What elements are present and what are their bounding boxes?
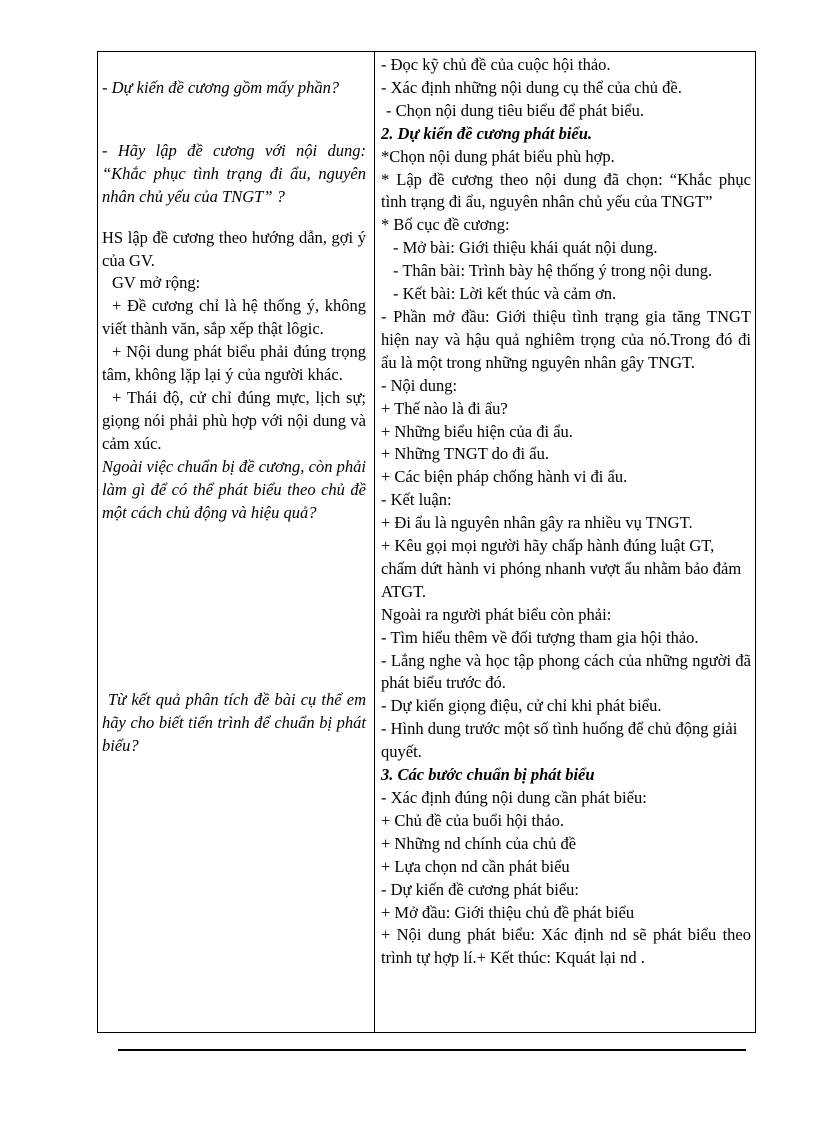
content-line: - Kết bài: Lời kết thúc và cảm ơn. (393, 284, 617, 304)
content-line: - Xác định những nội dung cụ thể của chủ đề. (381, 77, 682, 97)
content-line: - Đọc kỹ chủ đề của cuộc hội thảo. (381, 55, 611, 74)
content-line: + Mở đầu: Giới thiệu chủ đề phát biểu (381, 902, 635, 922)
content-line: + Đi ẩu là nguyên nhân gây ra nhiều vụ TNGT. (381, 513, 693, 533)
question-outline-parts: - Dự kiến đề cương gồm mấy phần? (102, 78, 340, 97)
lesson-table (97, 51, 756, 1033)
content-column (381, 54, 751, 970)
content-line: - Chọn nội dung tiêu biểu để phát biểu. (386, 100, 644, 120)
section-heading-2: 2. Dự kiến đề cương phát biểu. (381, 123, 593, 143)
content-line: + Nội dung phát biểu: Xác định nd sẽ phát biểu theo trình tự hợp lí.+ Kết thúc: Kquát lại nd . (381, 925, 751, 968)
content-line: *Chọn nội dung phát biểu phù hợp. (381, 146, 615, 166)
content-line: - Xác định đúng nội dung cần phát biểu: (381, 788, 647, 807)
content-line: + Kêu gọi mọi người hãy chấp hành đúng luật GT, chấm dứt hành vi phóng nhanh vượt ẩu nhằm bảo đảm ATGT. (381, 536, 742, 601)
content-line: + Chủ đề của buổi hội thảo. (381, 810, 564, 830)
content-line: + Thế nào là đi ẩu? (381, 398, 508, 418)
content-line: + Những biểu hiện của đi ẩu. (381, 421, 573, 441)
teacher-point: + Thái độ, cử chỉ đúng mực, lịch sự; giọng nói phải phù hợp với nội dung và cảm xúc. (102, 387, 366, 453)
content-line: - Dự kiến giọng điệu, cử chỉ khi phát biểu. (381, 696, 662, 716)
teacher-point: + Nội dung phát biểu phải đúng trọng tâm, không lặp lại ý của người khác. (102, 342, 366, 385)
question-other-preparation: Ngoài việc chuẩn bị đề cương, còn phải làm gì để có thể phát biểu theo chủ đề một cách chủ động và hiệu quả? (102, 456, 366, 522)
content-line: - Hình dung trước một số tình huống để chủ động giải quyết. (381, 719, 738, 762)
content-line: - Mở bài: Giới thiệu khái quát nội dung. (393, 238, 658, 258)
content-line: + Những TNGT do đi ẩu. (381, 444, 549, 464)
question-preparation-steps: Từ kết quả phân tích đề bài cụ thể em hãy cho biết tiến trình để chuẩn bị phát biểu? (102, 690, 366, 756)
content-line: - Dự kiến đề cương phát biểu: (381, 879, 579, 899)
teacher-point: + Đề cương chỉ là hệ thống ý, không viết thành văn, sắp xếp thật lôgic. (102, 296, 366, 339)
content-line: - Nội dung: (381, 375, 458, 395)
column-divider (374, 52, 375, 1032)
teacher-extension-title: GV mở rộng: (112, 273, 201, 293)
section-heading-3: 3. Các bước chuẩn bị phát biểu (381, 765, 595, 785)
footer-rule (118, 1049, 746, 1051)
content-line: + Các biện pháp chống hành vi đi ẩu. (381, 467, 628, 487)
content-line: - Kết luận: (381, 490, 452, 510)
content-line: - Tìm hiểu thêm về đối tượng tham gia hội thảo. (381, 627, 699, 647)
content-line: + Lựa chọn nd cần phát biểu (381, 856, 570, 876)
question-make-outline: - Hãy lập đề cương với nội dung: “Khắc phục tình trạng đi ẩu, nguyên nhân chủ yếu của TNGT” ? (102, 140, 366, 206)
student-task: HS lập đề cương theo hướng dẫn, gợi ý của GV. (102, 227, 366, 270)
content-line: - Thân bài: Trình bày hệ thống ý trong nội dung. (393, 261, 713, 281)
content-line: * Lập đề cương theo nội dung đã chọn: “Khắc phục tình trạng đi ẩu, nguyên nhân chủ yếu của TNGT” (381, 169, 751, 212)
content-line: * Bố cục đề cương: (381, 215, 510, 235)
content-line: + Những nd chính của chủ đề (381, 833, 577, 853)
teacher-student-column (102, 52, 366, 758)
content-line: - Phần mở đầu: Giới thiệu tình trạng gia tăng TNGT hiện nay và hậu quả nghiêm trọng của nó.Trong đó đi ẩu là một trong những nguyên nhân gây TNGT. (381, 306, 751, 372)
content-line: Ngoài ra người phát biểu còn phải: (381, 604, 612, 624)
content-line: - Lắng nghe và học tập phong cách của những người đã phát biểu trước đó. (381, 650, 751, 693)
